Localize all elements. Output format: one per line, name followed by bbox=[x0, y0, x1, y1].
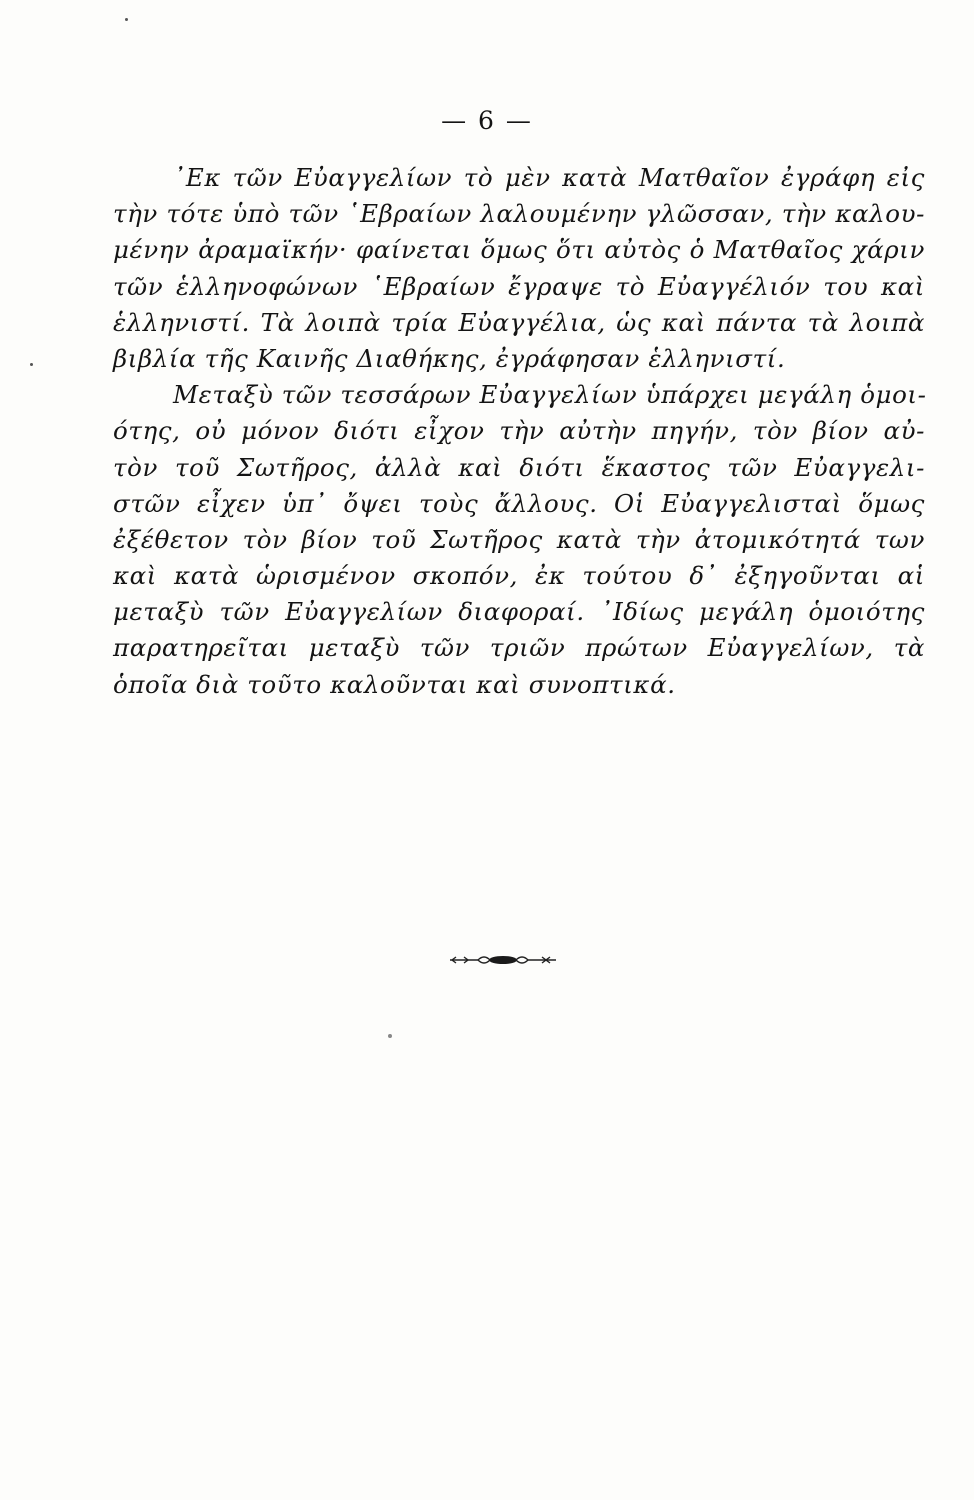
text-line: ἐξέθετον τὸν βίον τοῦ Σωτῆρος κατὰ τὴν ἀτομικότητά των bbox=[113, 524, 925, 554]
paragraph-2 bbox=[113, 377, 925, 703]
text-line: στῶν εἶχεν ὑπ᾿ ὄψει τοὺς ἄλλους. Οἱ Εὐαγγελισταὶ ὅμως bbox=[113, 488, 925, 518]
text-line: παρατηρεῖται μεταξὺ τῶν τριῶν πρώτων Εὐαγγελίων, τὰ bbox=[113, 633, 925, 663]
text-line: μεταξὺ τῶν Εὐαγγελίων διαφοραί. ᾿Ιδίως μεγάλη ὁμοιότης bbox=[113, 597, 925, 627]
paper-speck bbox=[388, 1034, 392, 1038]
paragraph-1 bbox=[113, 160, 925, 377]
body-text bbox=[113, 160, 925, 703]
text-line: ὁποῖα διὰ τοῦτο καλοῦνται καὶ συνοπτικά. bbox=[113, 669, 676, 699]
text-line: τὴν τότε ὑπὸ τῶν ῾Εβραίων λαλουμένην γλῶσσαν, τὴν καλου- bbox=[113, 199, 925, 229]
text-line: τὸν τοῦ Σωτῆρος, ἀλλὰ καὶ διότι ἕκαστος τῶν Εὐαγγελι- bbox=[113, 452, 925, 482]
paper-speck bbox=[30, 363, 33, 366]
text-line: μένην ἀραμαϊκήν· φαίνεται ὅμως ὅτι αὐτὸς ὁ Ματθαῖος χάριν bbox=[113, 235, 925, 265]
text-line: ᾿Εκ τῶν Εὐαγγελίων τὸ μὲν κατὰ Ματθαῖον ἐγράφη εἰς bbox=[173, 163, 925, 192]
text-line: Μεταξὺ τῶν τεσσάρων Εὐαγγελίων ὑπάρχει μεγάλη ὁμοι- bbox=[173, 380, 927, 410]
text-line: ἑλληνιστί. Τὰ λοιπὰ τρία Εὐαγγέλια, ὡς καὶ πάντα τὰ λοιπὰ bbox=[113, 307, 925, 337]
text-line: τῶν ἑλληνοφώνων ῾Εβραίων ἔγραψε τὸ Εὐαγγέλιόν του καὶ bbox=[113, 271, 925, 301]
text-line: βιβλία τῆς Καινῆς Διαθήκης, ἐγράφησαν ἑλληνιστί. bbox=[113, 343, 786, 373]
decorative-ornament-icon bbox=[448, 952, 558, 968]
page-number: — 6 — bbox=[441, 106, 533, 135]
text-line: καὶ κατὰ ὡρισμένον σκοπόν, ἐκ τούτου δ᾿ ἐξηγοῦνται αἱ bbox=[113, 561, 925, 591]
text-line: ότης, οὐ μόνον διότι εἶχον τὴν αὐτὴν πηγήν, τὸν βίον αὐ- bbox=[113, 416, 925, 446]
paper-speck bbox=[125, 18, 128, 21]
